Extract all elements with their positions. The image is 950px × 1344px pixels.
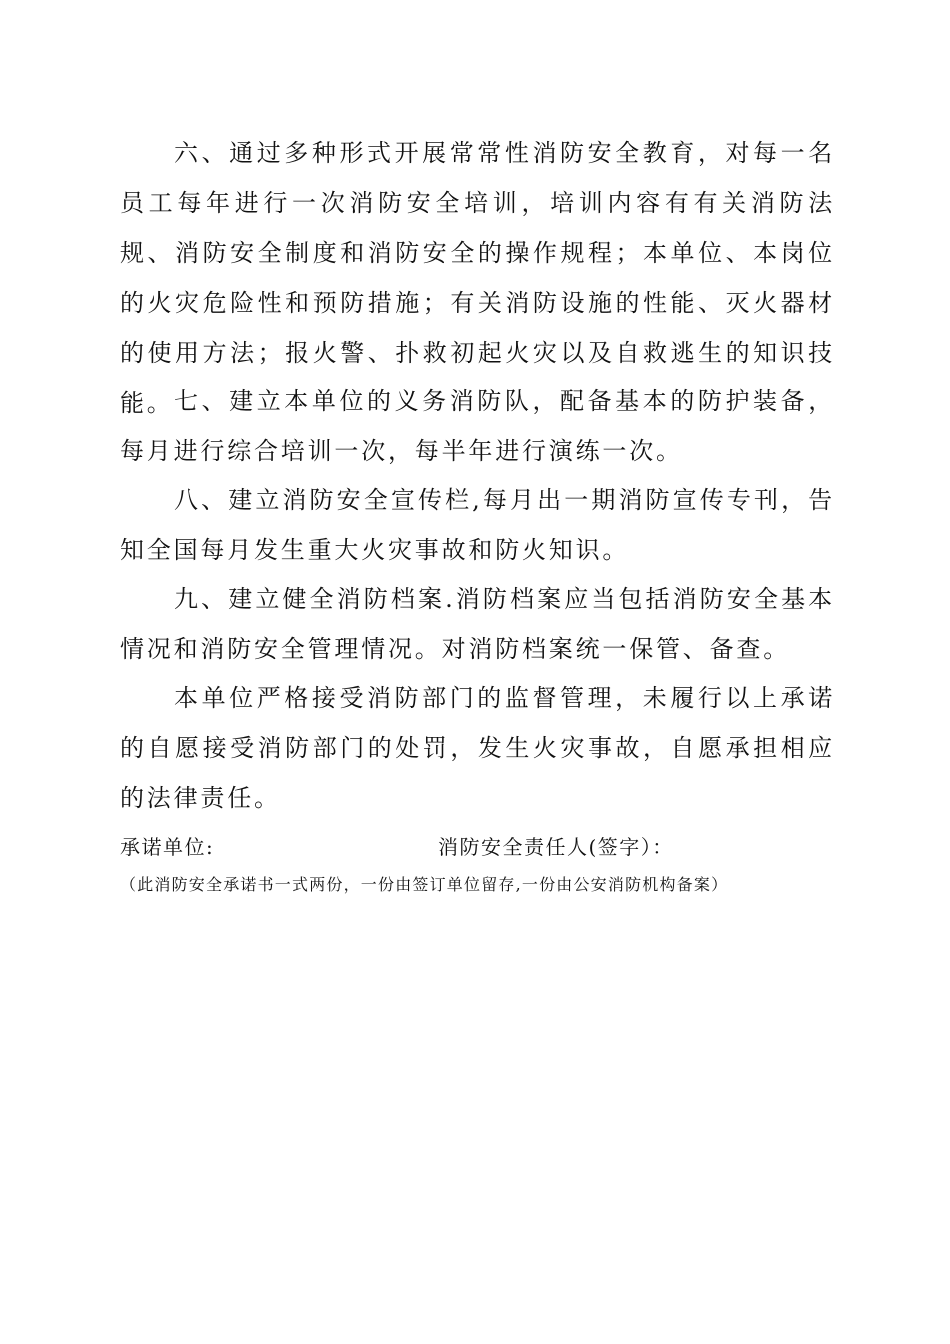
commitment-paragraph: 本单位严格接受消防部门的监督管理，未履行以上承诺的自愿接受消防部门的处罚，发生火灾事故，自愿承担相应的法律责任。 (120, 684, 835, 812)
signature-row (120, 832, 820, 862)
copies-note: （此消防安全承诺书一式两份，一份由签订单位留存,一份由公安消防机构备案） (120, 875, 729, 894)
clause-eight-paragraph: 八、建立消防安全宣传栏,每月出一期消防宣传专刊，告知全国每月发生重大火灾事故和防火知识。 (120, 486, 835, 564)
clause-nine-paragraph: 九、建立健全消防档案.消防档案应当包括消防安全基本情况和消防安全管理情况。对消防档案统一保管、备查。 (120, 585, 835, 663)
clause-seven-paragraph: 七、建立本单位的义务消防队，配备基本的防护装备，每月进行综合培训一次，每半年进行演练一次。 (120, 387, 835, 465)
clause-six-paragraph: 六、通过多种形式开展常常性消防安全教育，对每一名员工每年进行一次消防安全培训，培训内容有有关消防法规、消防安全制度和消防安全的操作规程；本单位、本岗位的火灾危险性和预防措施；有关消防设施的性能、灭火器材的使用方法；报火警、扑救初起火灾以及自救逃生的知识技能。 (120, 139, 835, 417)
committing-unit-label: 承诺单位: (120, 835, 215, 859)
responsible-person-signature-label: 消防安全责任人(签字）： (438, 835, 674, 859)
